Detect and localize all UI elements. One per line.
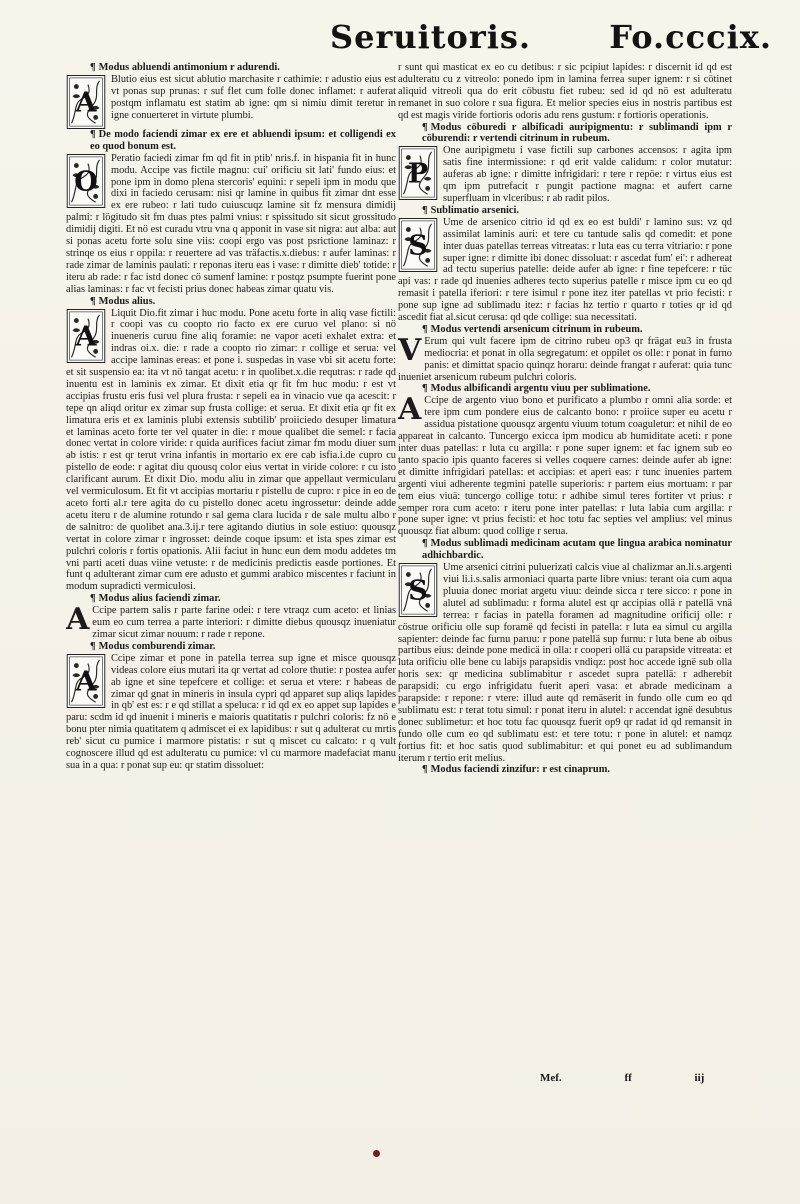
section-heading: ¶ Sublimatio arsenici.	[398, 205, 732, 217]
running-head	[330, 18, 772, 62]
text-block	[66, 74, 396, 129]
section-heading: ¶ Modus sublimadi medicinam acutam que lingua arabica nominatur adhichbardic.	[398, 538, 732, 562]
left-text-column	[66, 62, 396, 772]
decorated-initial-o	[66, 154, 106, 208]
paragraph-text: Ccipe partem salis r parte farine odei: r tere vtraqz cum aceto: et linias eum eo cum terrea a parte interiori: r dimitte diebus quousqz inueniatur zimar sicut zimar nouum: r rade r repone.	[92, 605, 396, 640]
section-heading: ¶ Modus alius faciendi zimar.	[66, 593, 396, 605]
page-ornament-dot	[373, 1150, 380, 1157]
decorated-initial-a	[66, 309, 106, 363]
right-text-column	[398, 62, 732, 776]
text-block	[398, 395, 732, 538]
decorated-initial-p	[398, 146, 438, 200]
section-heading: ¶ Modus albificandi argentu viuu per sublimatione.	[398, 383, 732, 395]
text-block	[66, 153, 396, 296]
svg-text:A: A	[75, 666, 97, 698]
svg-text:O: O	[74, 166, 98, 198]
paragraph: r sunt qui masticat ex eo cu detibus: r sic pcipiut lapides: r discernit id qd est adulteratu cu z vitreolo: ponedo ipm in lamina ferrea super ignem: r si cötinet aliquid vitreoli qua do erit cöbustu fiet rubeu: sed id qd nö est adulteratu remanet in suo colore r sua figura. Et melior species eius in nostris partibus est qd est magis viride fortioris odoris adu rens gustum: r fortioris operationis.	[398, 62, 732, 121]
catchword: Mef.	[540, 1072, 562, 1084]
paragraph-text: One auripigmetu i vase fictili sup carbones accensos: r agita ipm satis fine intermissione: r qd erit valde calidum: r color mutatur: auferas ab igne: r dimitte infrigidari: r tere r repöe: r virtus eius est qm ipm putrefacit r pungit pactione magna: et aufert carne superfluam in vlceribus: r ab radit pilos.	[443, 145, 732, 204]
paragraph-text: Ccipe de argento viuo bono et purificato a plumbo r omni alia sorde: et tere ipm cum pondere eius de calcanto bono: r proiice super eu acetu r assidua pistatione quousqz argentu viuum totum coaguletur: et nihil de eo appareat in calcanto. Tuncergo exicca ipm modicu ab humiditate aceti: r pone inter duas patellas: r luta cu argilla: r pone super ignem: et fac ignem sub eo tanto spacio ipis quanto faceres si velles coquere carnes: deinde aufer ab igne: et dimitte infrigidari patellas: et accipias: et aperi eas: r tunc inuenies partem argenti viui adherente tegmini patelle superioris: r partem eius mortuam: r par tem eius viuä: tuncergo collige totu: r adhibe simul teres fortiter vt prius: r semper rora cum aceto: r iteru pone inter patellas: r luta labia cum argilla: r pone super igne: vt prius fecisti: et hoc totu fac septies vel amplius: vel minus quousqz fiat album: quod collige r serua.	[398, 395, 732, 538]
section-heading: ¶ Modus cöburedi r albificadi auripigmentu: r sublimandi ipm r cöburendi: r vertendi citrinum in rubeum.	[398, 122, 732, 146]
svg-text:S: S	[408, 575, 428, 607]
decorated-initial-s	[398, 218, 438, 272]
paragraph-text: Blutio eius est sicut ablutio marchasite r cathimie: r adustio eius est vt ponas sup prunas: r suf flet cum folle donec inflamet: r auferat postqm inflamatu est statim ab igne: qm si nimiu dimit teretur in igne conuerteret in virtute plumbi.	[111, 73, 396, 121]
svg-text:A: A	[75, 87, 97, 119]
initial-letter: A	[398, 395, 422, 428]
decorated-initial-s	[398, 563, 438, 617]
section-heading: ¶ Modus abluendi antimonium r adurendi.	[66, 62, 396, 74]
text-block	[66, 605, 396, 641]
text-block	[398, 336, 732, 384]
initial-letter: V	[398, 335, 422, 368]
paragraph-text: Ume arsenici citrini puluerizati calcis viue al chalizmar an.li.s.argenti viui li.i.s.salis armoniaci quarta parte libre vnius: terant oia cum aqua pluuia donec moriat argetu viuu: deinde sicca r tere sicco: r pone in alutel ad sublimadu: r forma alutel est qr accipias ollä r patellä vnä terrea: r facias in patella foramen ad magnitudine orificij olle: r cöstrue orificiu olle sup foramë qd fecisti in patella: r luta ea simul cu argilla sapienter: deinde fac furnu paruu: r pone patellä sup furnu: r luta bene ab oibus partibus eius: deinde pone medicä in olla: r cooperi ollä cu parapside vitreata: et luta orificiu olle bene cu labijs parapsidis vndiqz: post hoc accede ignë sub olla horis sex: qr medicina sublimabitur r ascedet supra patellä: r adherebit parapsidi: cu ergo infrigidatu fuerit aperi vasa: et abrade medicinam a parapside: r repone: r vtere: illud aute qd remäserit in fundo olle cum eo qd sublimatu est: r terat totu simul: r ponat iteru in alutel: r accendat ignë desubtus donec sublimetur: et hoc totu fac quousqz fuerit op9 qr radat id qd remansit in fundo olle cum eo qd sublimatu est: et tere totu: r pone in alutel: et namqz fortius fit: et hoc satis quod sublimabitur: et qui ponet eu ad sublimandum iterum r tertio erit melius.	[398, 562, 732, 764]
paragraph-text: Ume de arsenico citrio id qd ex eo est buldi' r lamino sus: vz qd assimilat laminis auri: et tere cu tantude salis qd comedit: et pone inter duas patellas terreas vitreatas: r luta eas cu terra vitriario: r pone super igne: r dimitte ibi donec dissoluat: r ascedat fum' ei': r adhereat ad tectu superius patelle: deide aufer ab igne: r fine tepefcere: r tüc api vas: r rade qd inuenies adheres tecto superius patelle r misce ipm cu eo qd remasit i patella iferiori: r tere isimul r pone itez iter patellas vt prio fecisti: r pone sup igne ad sublimadu itez: r facias hz tertio r quarto r toties qr id qd ascedit fiat al.sicut cerusa: qd qde collige: sua necessitati.	[398, 216, 732, 324]
section-heading: ¶ De modo faciendi zimar ex ere et abluendi ipsum: et colligendi ex eo quod bonum est.	[66, 129, 396, 153]
svg-text:A: A	[75, 321, 97, 353]
initial-letter: A	[66, 605, 90, 638]
text-block	[66, 653, 396, 772]
decorated-initial-a	[66, 654, 106, 708]
section-heading: ¶ Modus comburendi zimar.	[66, 641, 396, 653]
catchword-line	[540, 1072, 704, 1084]
paragraph-text: Liquit Dio.fit zimar i huc modu. Pone acetu forte in aliq vase fictili: r coopi vas cu coopto rio facto ex ere curuo vel plano: si nö inueneris curuu fine aliq foramie: ne vapor aceti exhalet extra: et indras oi.x. die: r rade a coopto rio zimar: r collige et serua: vel accipe laminas ereas: et pone i. suspedas in vase vbi sit acetu forte: et sit suspensio ea: ita vt nö tangat acetu: r in quolibet.x.die requtras: r rade qd inuentu est in laminis ex zimar. Et dixit etia qr fit fm huc modu: r est vt accipias frustu eris fusi vel plura frusta: r sepeli ea in vinacio vue qa acescit: r tepe qn aliqd oritur ex zimar sup frusta collige: et serua. Et dixit etia qr fit ex limatura eris et ex laminis plubi extensis subtilib' proiiciedo desuper limatura et laminas aceto forte ter vel quater in die: r moue qualibet die semel: r facia donec vertat in colore viride: r quida aurifices faciut zimar fm modu diuer sum ab istis: r est qr terut vrina infantis in mortario ex ere cab isfia.i.de cupro cu pistello de eode: r agitat diu quousq color eius vertat in viride colore: r cu isto clarificant aurum. Et dixit Dio. modu aliu in zimar que appellaut vermicularu vel vermiculosum. Et fit vt accipias mortariu r pistellu de cupro: r pice in eo de aceto forti al.r tere agita do cu pistello donec acetu ingrossetur: deinde adde acetu iteru r de alumine rotundo r sal gema clara lucida r de sale multu albo r de salnitro: de quolibet ana.3.ij.r tere agitando diutius in sole estiuo: quousqz vertat in colore zimar r ingrosset: deinde coque ipsum: et ista spes zimar est pulchri coloris r fortis opationis. Alii faciut in hunc eun dem modu addetes tm vni parti aceti duas viine vetuste: r de medicinis predictis easde portiones. Et funt q adulterant zimar cum ere adusto et gummi arabico miscentes r faciunt in modum supradicti vermiculosi.	[66, 307, 396, 593]
decorated-initial-a	[66, 75, 106, 129]
running-title: Seruitoris.	[330, 18, 532, 56]
paragraph-text: Ccipe zimar et pone in patella terrea sup igne et misce quousqz videas colore eius mutari ita qr vertat ad colore thutie: r postea aufer ab igne et sine tepefcere et collige: et serua et vtere: r habeas de zimar qd gnat in mineris in insula cypri qd apparet sup aliqs lapides in qb' est es: r e qd stillat a speluca: r id qd ex eo appet sup lapides e paru: scdm id qd inuenit i mineris e maioris quatitatis r pulchri coloris: fz nö e bonu pter nimia quatitatem q admiscet ei ex lapidibus: r sut q adulterat cu mrtis reb' sicut cu pumice i marmore pistatis: r sut q miscet cu calcato: r q vult cognoscere illud qd est adulteratu cu pumice: vl cu marmore madefaciat manu sua in a qua: r ponat sup eu: qr statim dissoluet:	[66, 652, 396, 771]
text-block	[398, 217, 732, 324]
paragraph-text: Peratio faciedi zimar fm qd fit in ptib' nris.f. in hispania fit in hunc modu. Accipe vas fictile magnu: cui' orificiu sit lati' fundo eius: et pone ipm in domo plena stercoris' equini: r sepeli ipm in modu que dixi in faciedo cerusam: nisi qr lamine in quibus fit zimar dnt esse ex ere rubeo: r lati tudo cuiuscuqz lamine sit fz mensura dimidij palmi: r lögitudo sit fm duas ptes palmi vnius: r spissitudo sit sicut grossitudo dimidij digiti. Et nö est curadu vtru vna q apponit in vase sit nigra: aut alba: aut si ponas acetu forte solu sine viis: coopi ergo vas post psrictione laminaz: r strinqe os eius r oppila: r reuertere ad vas träfactis.x.diebus: r aufer laminas: r rade zimar de laminis paulati: r reponas iteru eas i vase: r dimitte dieb' totide: r iteru ab rade: r fac istd donec cö sumenf lamine: r postqz psumpte fuerint pone alias laminas: r fac vt fecisti prius donec habeas zimar quatu vis.	[66, 152, 396, 295]
text-block	[66, 308, 396, 594]
text-block	[398, 145, 732, 205]
section-heading: ¶ Modus vertendi arsenicum citrinum in rubeum.	[398, 324, 732, 336]
section-heading: ¶ Modus faciendi zinzifur: r est cinaprum.	[398, 764, 732, 776]
text-block	[398, 562, 732, 764]
svg-text:P: P	[407, 158, 429, 190]
paragraph-text: Erum qui vult facere ipm de citrino rubeu op3 qr frägat eu3 in frusta mediocria: et ponat in olla segregatum: et oppilet os olle: r ponat in furno panis: et dimittat spacio quinqz horaru: deinde frangat r auferat: quia tunc inueniet arsenicum rubeum pulchri coloris.	[398, 335, 732, 383]
section-heading: ¶ Modus alius.	[66, 296, 396, 308]
gathering-signature: ff iij	[624, 1072, 705, 1084]
svg-text:S: S	[408, 230, 428, 262]
folio-number: Fo.cccix.	[609, 18, 772, 56]
